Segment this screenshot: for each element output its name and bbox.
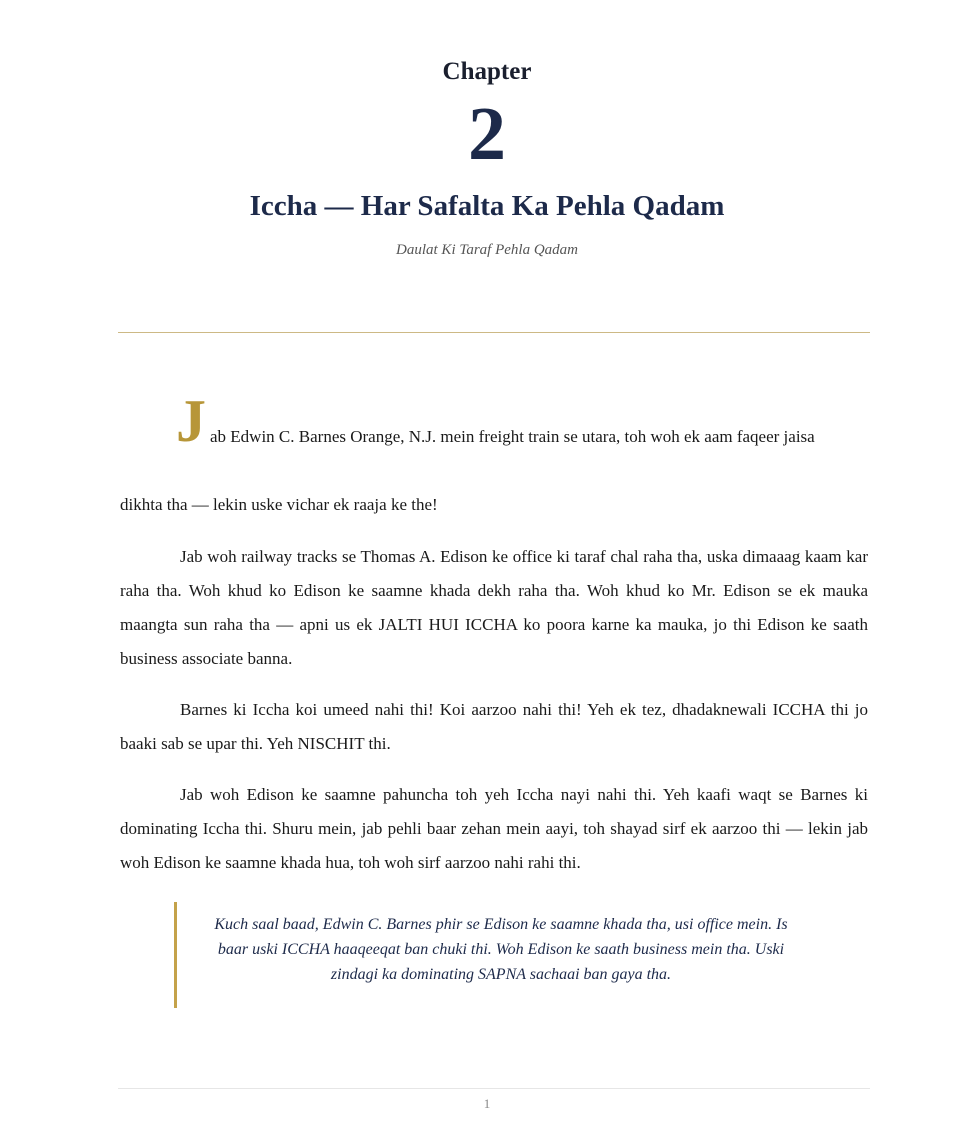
chapter-subtitle: Daulat Ki Taraf Pehla Qadam [396, 242, 578, 258]
pull-quote [174, 902, 799, 1008]
footer-divider [118, 1088, 870, 1089]
chapter-label: Chapter [442, 58, 532, 85]
page-number: 1 [483, 1096, 491, 1111]
paragraph-1-first-line-block [120, 388, 868, 456]
drop-cap: J [176, 388, 206, 454]
paragraph-1-first-line: ab Edwin C. Barnes Orange, N.J. mein freight train se utara, toh woh ek aam faqeer jaisa [210, 427, 815, 446]
title-divider [118, 332, 870, 333]
pull-quote-text: Kuch saal baad, Edwin C. Barnes phir se Edison ke saamne khada tha, usi office mein. Is baar uski ICCHA haaqeeqat ban chuki thi. Woh Edison ke saath business mein tha. Uski zindagi ka dominating SAPNA sachaai ban gaya tha. [214, 916, 788, 983]
chapter-number: 2 [468, 92, 506, 176]
paragraph-1-rest: dikhta tha — lekin uske vichar ek raaja ke the! [120, 495, 438, 514]
paragraph-3: Barnes ki Iccha koi umeed nahi thi! Koi aarzoo nahi thi! Yeh ek tez, dhadaknewali ICCHA thi jo baaki sab se upar thi. Yeh NISCHIT thi. [120, 700, 868, 753]
paragraph-2: Jab woh railway tracks se Thomas A. Edison ke office ki taraf chal raha tha, uska dimaaag kaam kar raha tha. Woh khud ko Edison ke saamne khada dekh raha tha. Woh khud ko Mr. Edison se ek mauka maangta sun raha tha — apni us ek JALTI HUI ICCHA ko poora karne ka mauka, jo thi Edison ke saath business associate banna. [120, 547, 868, 668]
paragraph-1 [120, 388, 868, 522]
chapter-title: Iccha — Har Safalta Ka Pehla Qadam [249, 190, 725, 222]
paragraph-4: Jab woh Edison ke saamne pahuncha toh yeh Iccha nayi nahi thi. Yeh kaafi waqt se Barnes ki dominating Iccha thi. Shuru mein, jab pehli baar zehan mein aayi, toh shayad sirf ek aarzoo thi — lekin jab woh Edison ke saamne khada hua, toh woh sirf aarzoo nahi rahi thi. [120, 785, 868, 872]
